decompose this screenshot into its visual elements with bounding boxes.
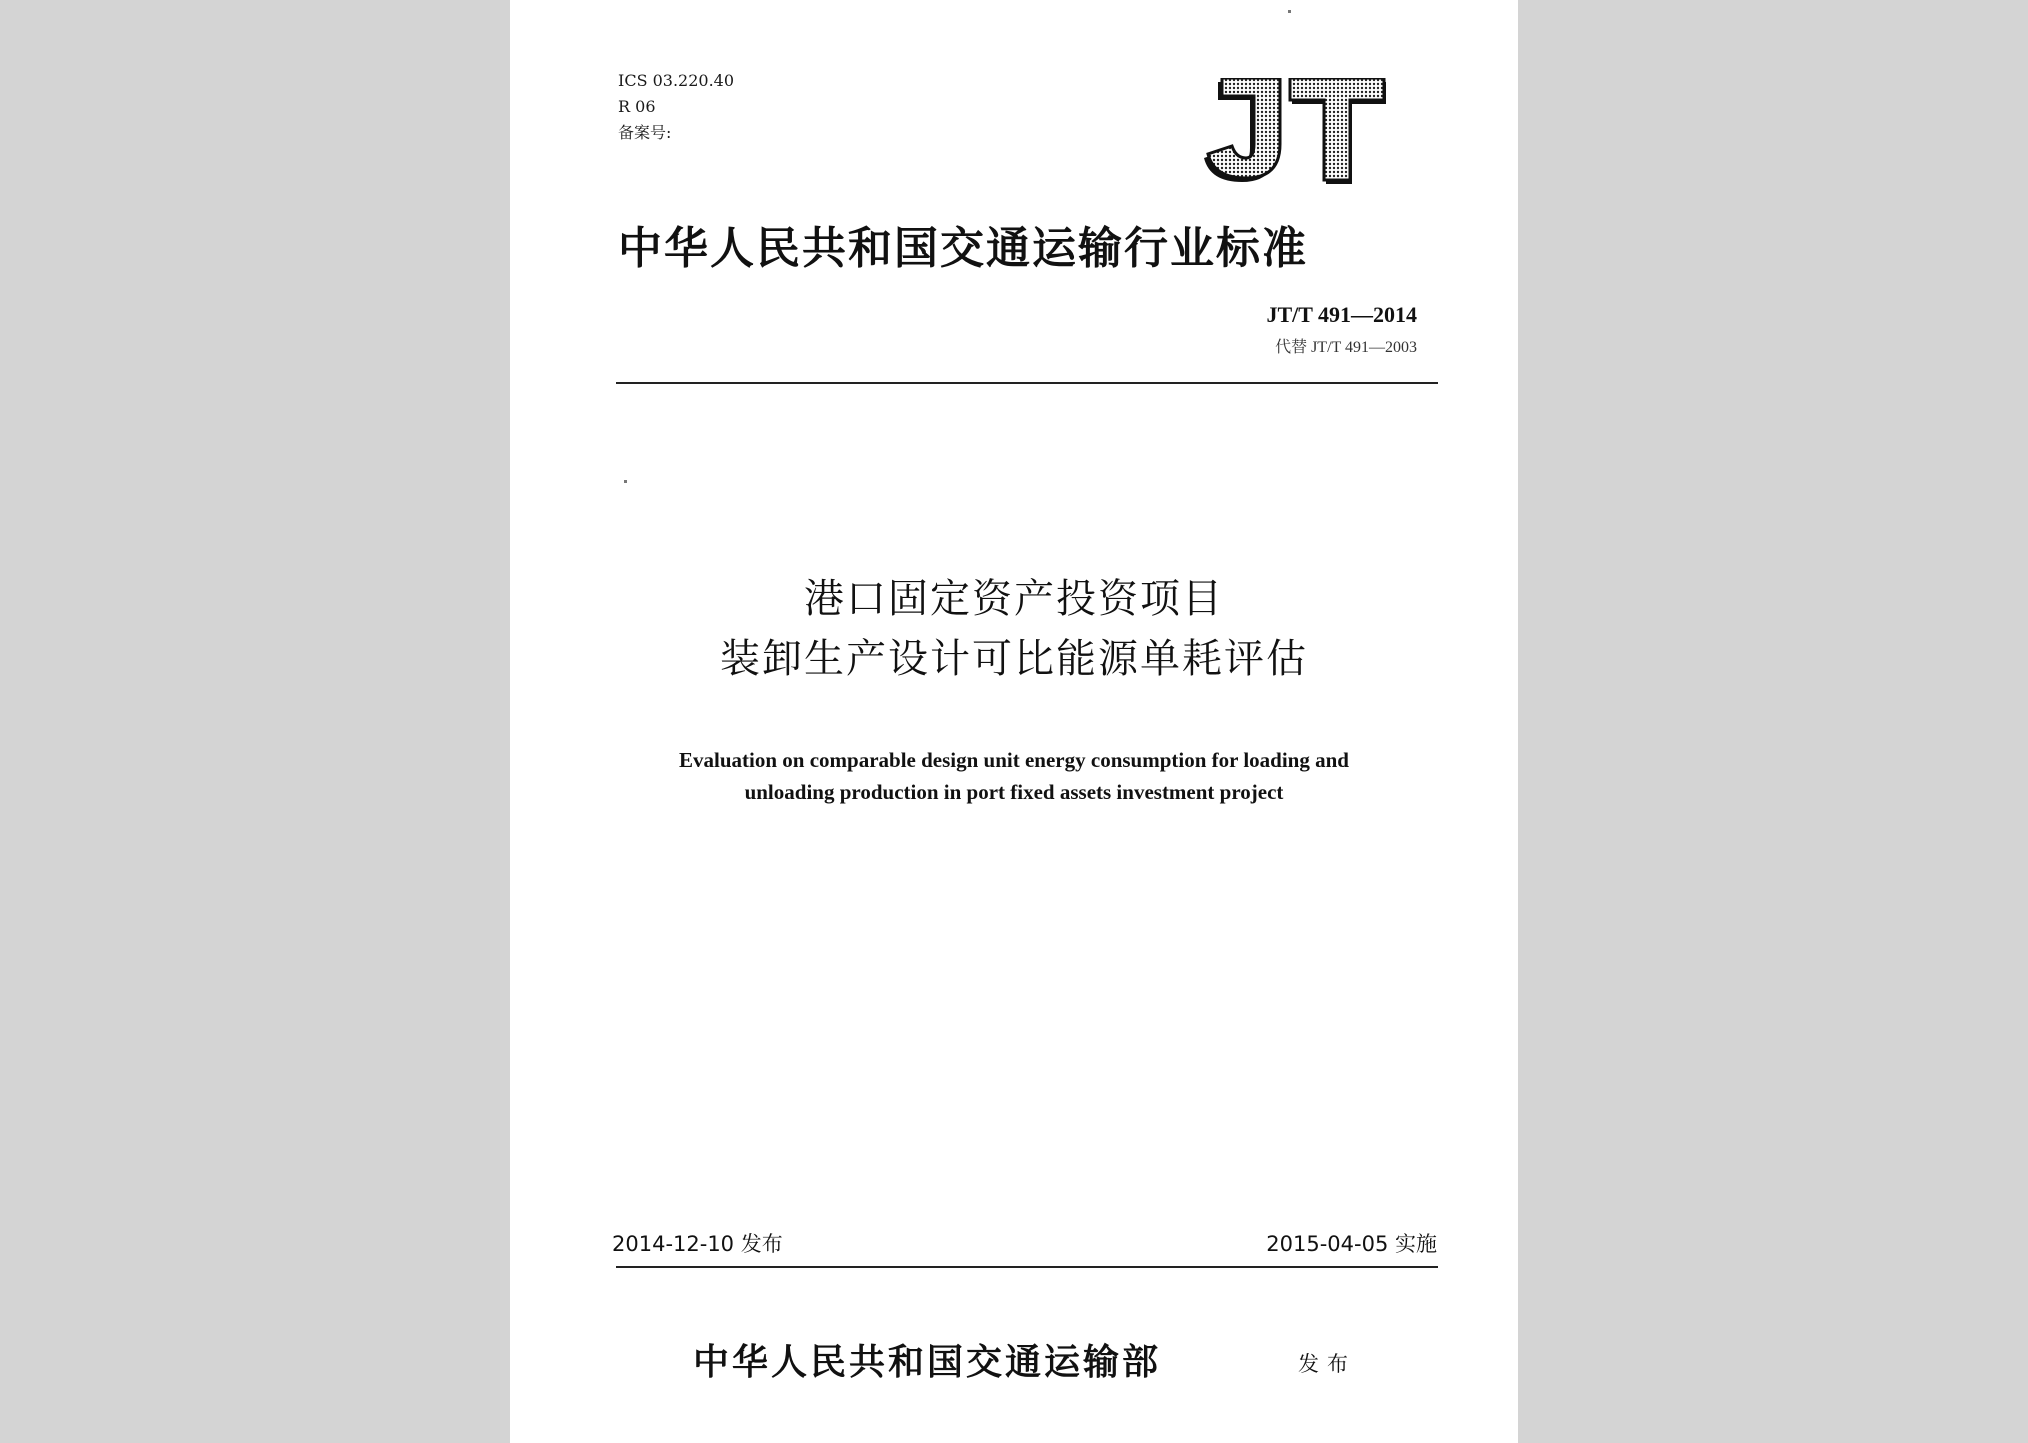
document-page bbox=[510, 0, 1518, 1443]
standard-code: JT/T 491—2014 bbox=[1266, 302, 1417, 327]
header-divider bbox=[616, 382, 1438, 384]
en-title-line2: unloading production in port fixed assets investment project bbox=[744, 780, 1284, 804]
effective-date: 2015-04-05 实施 bbox=[1266, 1232, 1437, 1256]
meta-block bbox=[618, 68, 734, 146]
publisher-name: 中华人民共和国交通运输部 bbox=[693, 1341, 1162, 1383]
jt-logo bbox=[1188, 78, 1388, 188]
issue-date: 2014-12-10 发布 bbox=[612, 1232, 783, 1256]
record-label: 备案号: bbox=[618, 123, 672, 142]
standard-title: 中华人民共和国交通运输行业标准 bbox=[618, 223, 1308, 274]
jt-logo-text: JT bbox=[1188, 78, 1190, 79]
scan-speck bbox=[1288, 10, 1291, 13]
ics-code: ICS 03.220.40 bbox=[618, 71, 735, 90]
publisher-suffix: 发布 bbox=[1298, 1352, 1356, 1376]
en-title-line1: Evaluation on comparable design unit energy consumption for loading and bbox=[679, 748, 1349, 772]
scan-speck bbox=[624, 480, 627, 483]
replaces-standard: 代替 JT/T 491—2003 bbox=[1275, 339, 1417, 356]
jt-logo-t bbox=[1290, 78, 1384, 180]
cn-title-line1: 港口固定资产投资项目 bbox=[804, 576, 1224, 622]
footer-divider bbox=[616, 1266, 1438, 1268]
cn-title-line2: 装卸生产设计可比能源单耗评估 bbox=[720, 636, 1308, 682]
class-code: R 06 bbox=[618, 97, 656, 116]
